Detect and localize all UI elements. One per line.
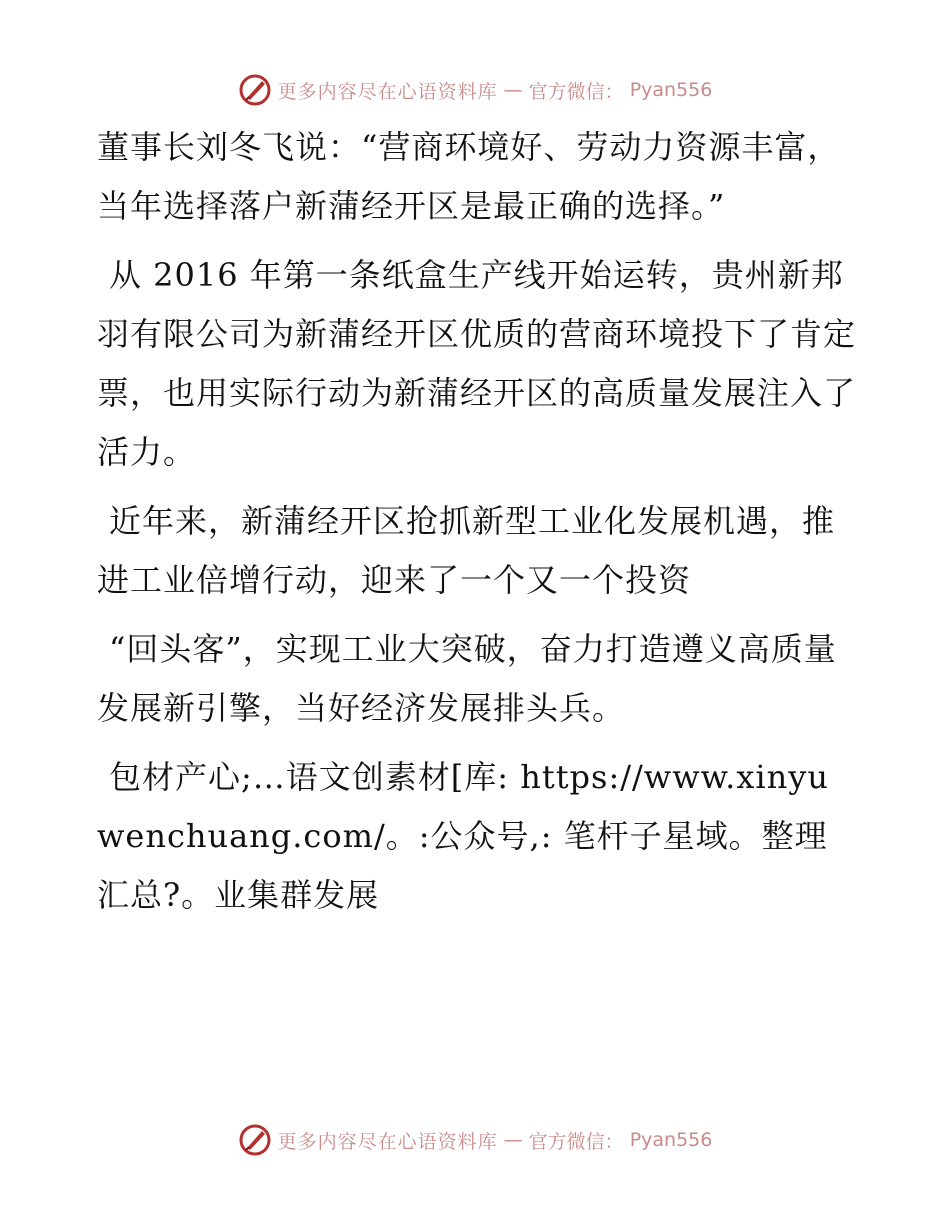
watermark-site-text: 更多内容尽在心语资料库 xyxy=(277,1130,498,1153)
watermark-dash: — xyxy=(503,79,523,101)
watermark-wechat-label: 官方微信： xyxy=(528,1130,624,1153)
watermark-wechat-label: 官方微信： xyxy=(528,80,624,103)
watermark-site-text: 更多内容尽在心语资料库 xyxy=(277,80,498,103)
footer-watermark xyxy=(0,1120,950,1160)
quill-logo-icon xyxy=(238,1123,272,1157)
paragraph-5: 包材产心;…语文创素材[库: https://www.xinyuwenchuang.com/。:公众号,: 笔杆子星域。整理汇总?。业集群发展 xyxy=(97,758,829,914)
watermark-dash: — xyxy=(503,1129,523,1151)
quill-logo-icon xyxy=(238,73,272,107)
paragraph-2: 从 2016 年第一条纸盒生产线开始运转，贵州新邦羽有限公司为新蒲经开区优质的营商环境投下了肯定票，也用实际行动为新蒲经开区的高质量发展注入了活力。 xyxy=(97,256,857,471)
paragraph-1: 董事长刘冬飞说：“营商环境好、劳动力资源丰富，当年选择落户新蒲经开区是最正确的选择。” xyxy=(97,128,841,225)
document-body xyxy=(97,118,857,935)
paragraph-3: 近年来，新蒲经开区抢抓新型工业化发展机遇，推进工业倍增行动，迎来了一个又一个投资 xyxy=(97,502,836,599)
watermark-wechat-id: Pyan556 xyxy=(629,1129,713,1151)
watermark-wechat-id: Pyan556 xyxy=(629,79,713,101)
header-watermark xyxy=(0,70,950,110)
paragraph-4: “回头客”，实现工业大突破，奋力打造遵义高质量发展新引擎，当好经济发展排头兵。 xyxy=(97,630,837,727)
